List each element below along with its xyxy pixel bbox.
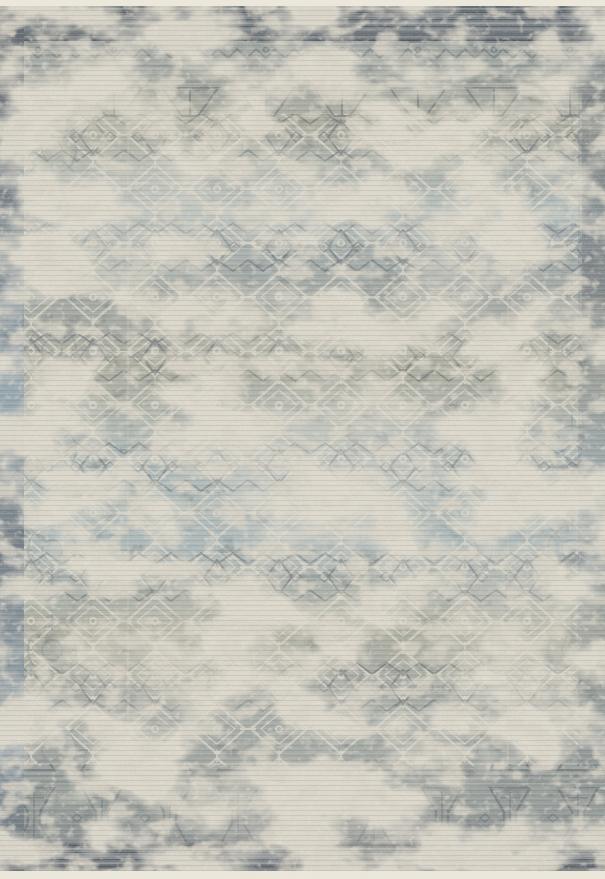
grain-dark xyxy=(0,6,605,871)
